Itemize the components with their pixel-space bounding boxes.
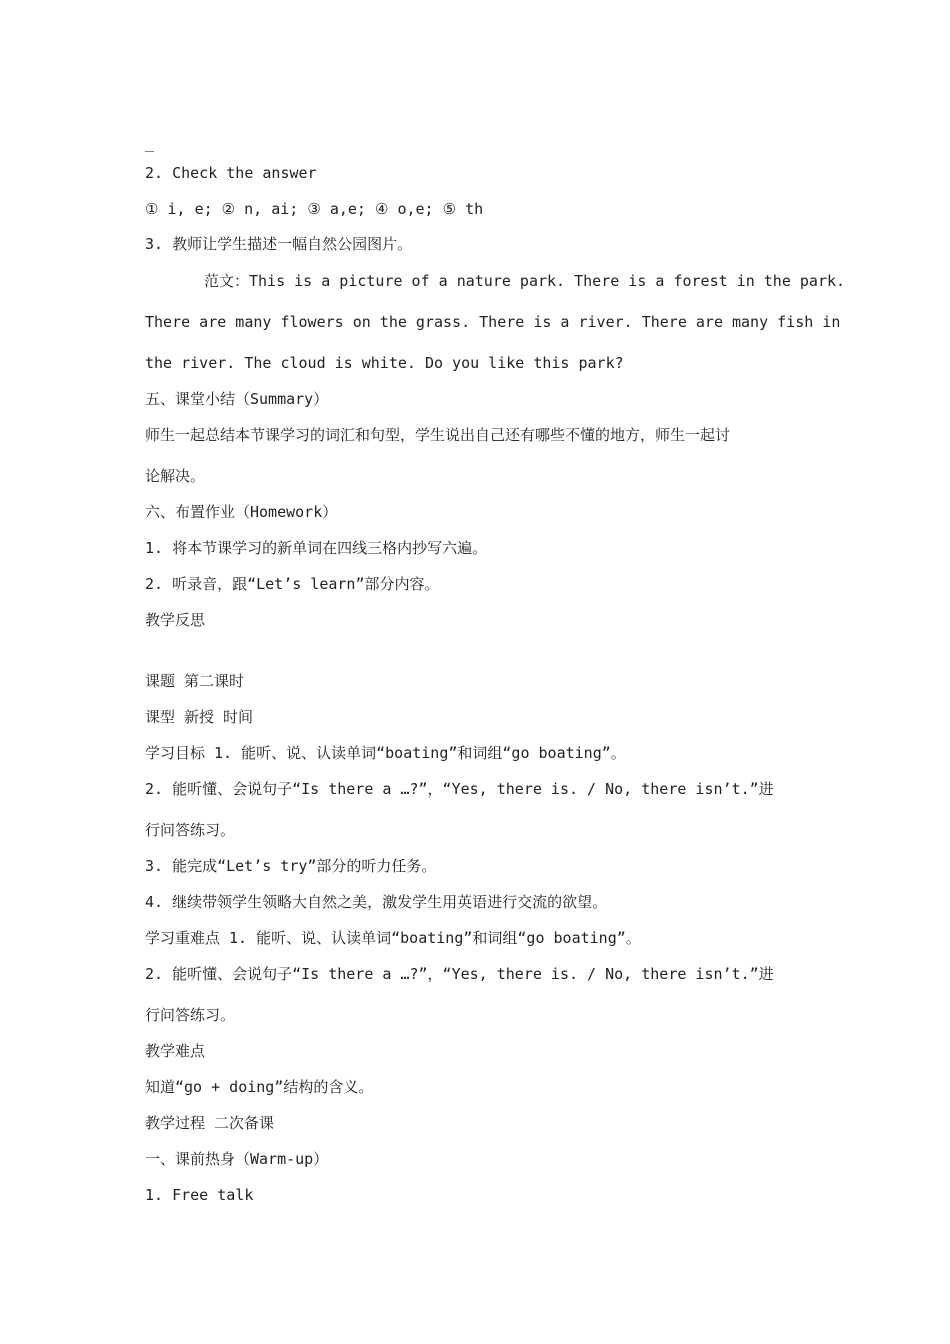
sample-text-line-3: the river. The cloud is white. Do you like this park?: [145, 354, 624, 372]
objective-2-line-2: 行问答练习。: [145, 821, 236, 839]
sample-text-line-1: 范文：This is a picture of a nature park. There is a forest in the park.: [204, 272, 846, 290]
objective-1: 学习目标 1. 能听、说、认读单词“boating”和词组“go boating”。: [145, 744, 626, 762]
check-answer-heading: 2. Check the answer: [145, 164, 317, 182]
free-talk-item: 1. Free talk: [145, 1186, 254, 1204]
objective-3: 3. 能完成“Let’s try”部分的听力任务。: [145, 857, 437, 875]
difficulty-text: 知道“go + doing”结构的含义。: [145, 1078, 374, 1096]
lesson-title-row: 课题 第二课时: [145, 672, 245, 690]
key-point-1: 学习重难点 1. 能听、说、认读单词“boating”和词组“go boating”。: [145, 929, 641, 947]
sample-text-line-2: There are many flowers on the grass. There is a river. There are many fish in: [145, 313, 841, 331]
summary-text-line-2: 论解决。: [145, 467, 206, 485]
blank-underscore: _: [145, 134, 155, 152]
key-point-2-line-2: 行问答练习。: [145, 1006, 236, 1024]
objective-2-line-1: 2. 能听懂、会说句子“Is there a …?”，“Yes, there is. / No, there isn’t.”进: [145, 780, 774, 798]
objective-4: 4. 继续带领学生领略大自然之美，激发学生用英语进行交流的欲望。: [145, 893, 608, 911]
homework-heading: 六、布置作业（Homework）: [145, 503, 338, 521]
lesson-type-row: 课型 新授 时间: [145, 708, 254, 726]
key-point-2-line-1: 2. 能听懂、会说句子“Is there a …?”，“Yes, there is. / No, there isn’t.”进: [145, 965, 774, 983]
summary-text-line-1: 师生一起总结本节课学习的词汇和句型，学生说出自己还有哪些不懂的地方，师生一起讨: [145, 426, 731, 444]
homework-item-2: 2. 听录音，跟“Let’s learn”部分内容。: [145, 575, 440, 593]
process-heading: 教学过程 二次备课: [145, 1114, 275, 1132]
reflection-heading: 教学反思: [145, 611, 206, 629]
difficulty-heading: 教学难点: [145, 1042, 206, 1060]
warmup-heading: 一、课前热身（Warm-up）: [145, 1150, 329, 1168]
homework-item-1: 1. 将本节课学习的新单词在四线三格内抄写六遍。: [145, 539, 488, 557]
summary-heading: 五、课堂小结（Summary）: [145, 390, 329, 408]
answer-key: ① i, e; ② n, ai; ③ a,e; ④ o,e; ⑤ th: [145, 200, 484, 218]
describe-picture-task: 3. 教师让学生描述一幅自然公园图片。: [145, 235, 413, 253]
